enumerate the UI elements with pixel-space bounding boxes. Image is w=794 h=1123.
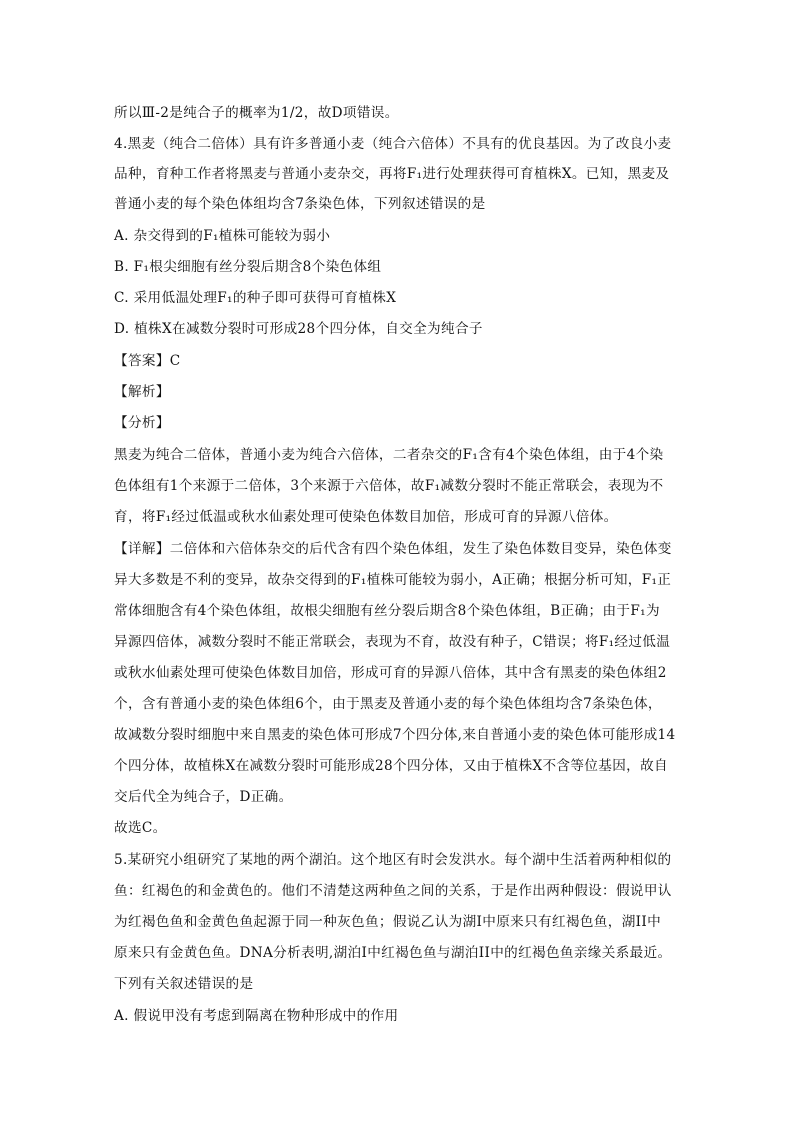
analysis-subheading: 【分析】: [114, 415, 170, 431]
question-5-stem-line-2: 鱼：红褐色的和金黄色的。他们不清楚这两种鱼之间的关系，于是作出两种假设：假说甲认: [114, 883, 672, 899]
question-4-stem-line-1: 4.黑麦（纯合二倍体）具有许多普通小麦（纯合六倍体）不具有的优良基因。为了改良小麦: [114, 136, 672, 152]
question-4-stem-line-3: 普通小麦的每个染色体组均含7条染色体，下列叙述错误的是: [114, 196, 486, 212]
detail-line-2: 异大多数是不利的变异，故杂交得到的F₁植株可能较为弱小，A正确；根据分析可知，F₁正: [114, 572, 672, 588]
analysis-line-2: 色体组有1个来源于二倍体，3个来源于六倍体，故F₁减数分裂时不能正常联会，表现为不: [114, 478, 664, 494]
final-choice: 故选C。: [114, 820, 167, 836]
detail-line-4: 异源四倍体，减数分裂时不能正常联会，表现为不育，故没有种子，C错误；将F₁经过低温: [114, 634, 671, 650]
analysis-line-3: 育，将F₁经过低温或秋水仙素处理可使染色体数目加倍，形成可育的异源八倍体。: [114, 509, 618, 525]
analysis-line-1: 黑麦为纯合二倍体，普通小麦为纯合六倍体，二者杂交的F₁含有4个染色体组，由于4个染: [114, 447, 664, 463]
detail-line-3: 常体细胞含有4个染色体组，故根尖细胞有丝分裂后期含8个染色体组，B正确；由于F₁为: [114, 603, 660, 619]
text-line-prev-conclusion: 所以Ⅲ-2是纯合子的概率为1/2，故D项错误。: [114, 105, 399, 121]
question-5-stem-line-5: 下列有关叙述错误的是: [114, 976, 254, 992]
analysis-heading: 【解析】: [114, 384, 170, 400]
question-5-stem-line-3: 为红褐色鱼和金黄色鱼起源于同一种灰色鱼；假说乙认为湖I中原来只有红褐色鱼，湖II中: [114, 914, 662, 930]
detail-line-1: 【详解】二倍体和六倍体杂交的后代含有四个染色体组，发生了染色体数目变异，染色体变: [114, 541, 672, 557]
question-5-option-a: A. 假说甲没有考虑到隔离在物种形成中的作用: [114, 1008, 399, 1024]
detail-line-6: 个，含有普通小麦的染色体组6个，由于黑麦及普通小麦的每个染色体组均含7条染色体，: [114, 696, 662, 712]
detail-line-5: 或秋水仙素处理可使染色体数目加倍，形成可育的异源八倍体，其中含有黑麦的染色体组2: [114, 665, 667, 681]
detail-line-8: 个四分体，故植株X在减数分裂时可能形成28个四分体，又由于植株X不含等位基因，故自: [114, 758, 668, 774]
question-5-stem-line-4: 原来只有金黄色鱼。DNA分析表明,湖泊I中红褐色鱼与湖泊II中的红褐色鱼亲缘关系最近。: [114, 945, 672, 961]
question-4-option-a: A. 杂交得到的F₁植株可能较为弱小: [114, 228, 331, 244]
question-4-option-d: D. 植株X在减数分裂时可形成28个四分体，自交全为纯合子: [114, 321, 483, 337]
question-5-stem-line-1: 5.某研究小组研究了某地的两个湖泊。这个地区有时会发洪水。每个湖中生活着两种相似的: [114, 852, 672, 868]
answer-label: 【答案】C: [114, 353, 181, 369]
question-4-option-c: C. 采用低温处理F₁的种子即可获得可育植株X: [114, 290, 397, 306]
question-4-option-b: B. F₁根尖细胞有丝分裂后期含8个染色体组: [114, 259, 382, 275]
detail-line-9: 交后代全为纯合子，D正确。: [114, 789, 293, 805]
detail-line-7: 故减数分裂时细胞中来自黑麦的染色体可形成7个四分体,来自普通小麦的染色体可能形成14: [114, 727, 676, 743]
question-4-stem-line-2: 品种，育种工作者将黑麦与普通小麦杂交，再将F₁进行处理获得可育植株X。已知，黑麦及: [114, 166, 670, 182]
